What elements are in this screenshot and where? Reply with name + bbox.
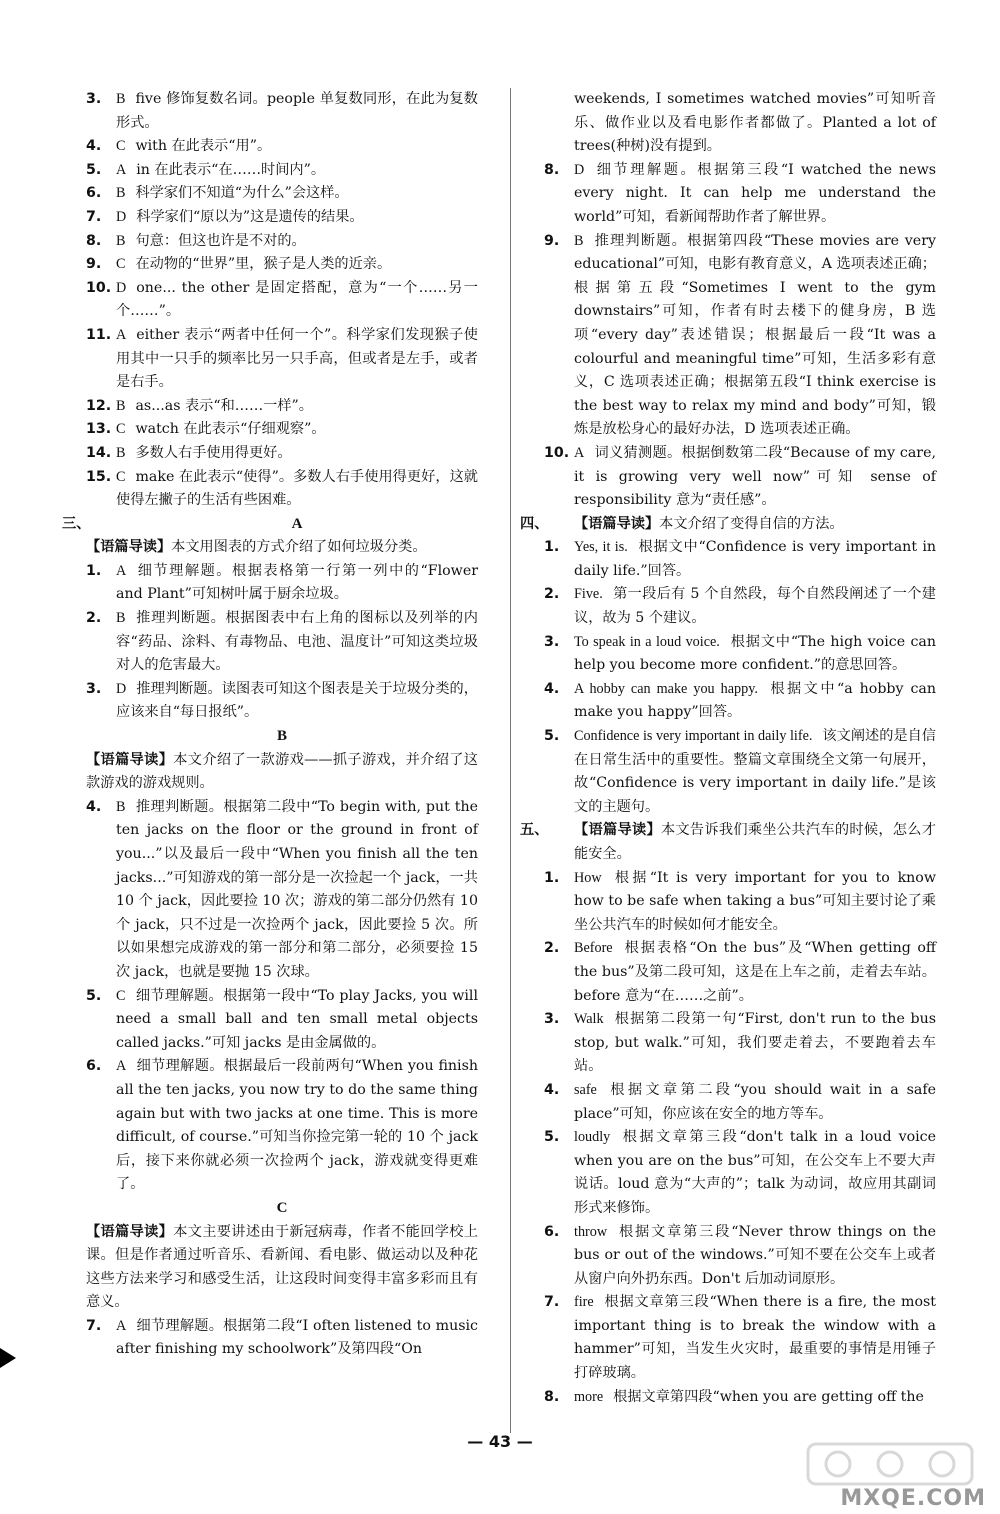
item-number: 2. [544,940,560,957]
answer-item [86,418,478,442]
answer-item [86,796,478,985]
answer-item [86,1055,478,1197]
section-number: 五、 [520,822,549,839]
guide-tag: 【语篇导读】 [86,539,172,556]
guide-tag: 【语篇导读】 [86,1223,174,1240]
answer-item [86,1315,478,1362]
item-answer: C [116,138,126,155]
item-number: 4. [86,798,102,815]
answer-item [86,607,478,678]
item-number: 6. [86,185,102,202]
item-answer: B [116,232,126,249]
item-number: 4. [86,138,102,155]
item-number: 3. [86,91,102,107]
answer-item [86,253,478,277]
item-answer: C [116,987,126,1004]
column-divider [510,88,511,1433]
answer-item [86,442,478,466]
item-explanation: 推理判断题。根据图表中右上角的图标以及列举的内容“药品、涂料、有毒物品、电池、温度计”可知这类垃圾对人的危害最大。 [116,610,478,674]
item-number: 4. [544,1081,560,1098]
item-number: 4. [544,680,560,697]
item-number: 14. [86,444,112,461]
item-explanation: 根据文中“a hobby can make you happy”回答。 [574,680,936,721]
item-number: 15. [86,468,112,485]
answer-item [544,1008,936,1079]
part-label-b: B [276,728,287,745]
continuation-text: weekends, I sometimes watched movies”可知听音乐、做作业以及看电影作者都做了。Planted a lot of trees(种树)没有提到。 [574,91,936,155]
answer-item [544,1079,936,1126]
item-number: 12. [86,397,112,414]
item-answer: C [116,421,126,438]
item-explanation: with 在此表示“用”。 [135,138,272,155]
answer-item [544,937,936,1008]
item-number: 6. [86,1058,102,1075]
item-explanation: 推理判断题。读图表可知这个图表是关于垃圾分类的，应该来自“每日报纸”。 [116,680,478,721]
item-number: 7. [544,1294,560,1311]
item-explanation: 根据文中“The high voice can help you become more confident.”的意思回答。 [574,633,937,674]
item-answer: D [574,161,585,178]
item-answer: D [116,208,127,225]
item-number: 5. [86,161,102,178]
item-explanation: 根据“It is very important for you to know how to be safe when taking a bus”可知主要讨论了乘坐公共汽车的时候如何才能安全。 [574,869,936,933]
item-answer: B [116,444,126,461]
item-number: 1. [86,562,102,579]
reading-guide [86,749,478,796]
item-explanation: 句意：但这也许是不对的。 [135,232,306,249]
item-explanation: either 表示“两者中任何一个”。科学家们发现猴子使用其中一只手的频率比另一只手高，但或者是左手，或者是右手。 [116,326,478,391]
item-number: 8. [544,161,560,178]
item-number: 2. [86,610,102,627]
item-explanation: one... the other 是固定搭配，意为“一个……另一个……”。 [116,279,478,320]
item-number: 7. [86,208,102,225]
item-number: 3. [544,633,560,650]
answer-item [86,277,478,324]
item-number: 11. [86,326,112,343]
item-explanation: 科学家们“原以为”这是遗传的结果。 [136,208,364,225]
answer-item [544,1126,936,1220]
part-c [86,1221,478,1363]
section-4 [520,513,936,537]
item-answer: Confidence is very important in daily life. [574,728,813,745]
answer-item [86,395,478,419]
item-answer: D [116,680,127,697]
item-explanation: 根据文章第三段“When there is a fire, the most important thing is to break the window with a hammer”可知，当发生火灾时，最重要的事情是用锤子打碎玻璃。 [574,1294,936,1382]
answer-item [86,159,478,183]
item-explanation: 细节理解题。根据第三段“I watched the news every night. It can help me understand the world”可知，看新闻帮助作者了解世界。 [574,161,936,225]
item-answer: A [574,444,585,461]
item-explanation: make 在此表示“使得”。多数人右手使用得更好，这就使得左撇子的生活有些困难。 [116,468,478,509]
part-b [86,749,478,1197]
item-explanation: 科学家们不知道“为什么”会这样。 [135,185,349,202]
item-explanation: 在动物的“世界”里，猴子是人类的近亲。 [135,256,392,273]
item-explanation: 词义猜测题。根据倒数第二段“Because of my care, it is growing very well now”可知 sense of responsibility 意为“责任感”。 [574,444,936,509]
item-number: 1. [544,539,560,556]
section-5 [520,819,936,866]
answer-item [86,985,478,1056]
item-explanation: 根据文章第四段“when you are getting off the [613,1388,924,1405]
left-items [86,88,478,513]
item-answer: D [116,279,127,296]
item-explanation: 细节理解题。根据表格第一行第一列中的“Flower and Plant”可知树叶属于厨余垃圾。 [116,562,478,603]
item-answer: A [116,1058,127,1075]
item-answer: How [574,869,602,886]
guide-text: 本文介绍了一款游戏——抓子游戏，并介绍了这款游戏的游戏规则。 [86,751,478,792]
item-answer: A hobby can make you happy. [574,680,758,697]
item-explanation: as...as 表示“和……一样”。 [135,397,313,414]
guide-text: 本文介绍了变得自信的方法。 [659,515,844,532]
left-column [62,88,478,1362]
item-explanation: in 在此表示“在……时间内”。 [136,161,326,178]
answer-item [86,678,478,725]
answer-item [544,583,936,630]
item-explanation: 根据文章第三段“don't talk in a loud voice when you are on the bus”可知，在公交车上不要大声说话。loud 意为“大声的”；talk 为动词，故应用其副词形式来修饰。 [574,1129,936,1216]
item-answer: more [574,1388,604,1405]
item-answer: B [116,798,126,815]
part-label-a: A [291,515,303,532]
item-answer: A [116,562,127,579]
guide-tag: 【语篇导读】 [86,751,174,768]
answer-item [86,466,478,513]
item-explanation: 根据文章第二段“you should wait in a safe place”可知，你应该在安全的地方等车。 [574,1081,936,1122]
answer-item [86,230,478,254]
item-answer: C [116,256,126,273]
item-answer: B [116,610,126,627]
answer-item [544,725,936,819]
watermark-text: MXQE.COM [840,1486,986,1511]
answer-item [86,182,478,206]
item-explanation: 细节理解题。根据第二段“I often listened to music after finishing my schoolwork”及第四段“On [116,1317,478,1358]
item-answer: Five. [574,586,603,603]
item-number: 3. [86,680,102,697]
answer-item [86,88,478,135]
guide-text: 本文用图表的方式介绍了如何垃圾分类。 [171,539,427,556]
item-number: 5. [544,1129,560,1146]
answer-item [544,536,936,583]
answer-item [544,159,936,230]
guide-text: 本文告诉我们乘坐公共汽车的时候，怎么才能安全。 [574,822,936,862]
item-number: 5. [544,728,560,745]
answer-item [544,442,936,513]
continued-text [544,88,936,159]
item-answer: B [574,232,584,249]
item-number: 5. [86,987,102,1004]
section-3 [62,513,478,537]
item-answer: throw [574,1223,608,1240]
reading-guide [86,1221,478,1315]
item-number: 7. [86,1317,102,1334]
item-explanation: 推理判断题。根据第二段中“To begin with, put the ten jacks on the floor or the ground in front of you...”以及最后一段中“When you finish all the ten jacks...”可知游戏的第一部分是一次捡起一个 jack，一共 10 个 jack，因此要捡 10 次；游戏的第二部分仍然有 10 个 jack，只不过是一次捡两个 jack，因此要捡 5 次。所以如果想完成游戏的第一部分和第二部分，必须要捡 15 次 jack，也就是要抛 15 次球。 [116,798,478,980]
item-explanation: 该文阐述的是自信在日常生活中的重要性。整篇文章围绕全文第一句展开，故“Confidence is very important in daily life.”是该文的主题句。 [574,728,936,815]
answer-item [86,135,478,159]
item-answer: A [116,1317,127,1334]
item-explanation: 根据表格“On the bus”及“When getting off the bus”及第二段可知，这是在上车之前，走着去车站。before 意为“在……之前”。 [574,940,936,1004]
answer-item [544,631,936,678]
answer-item [544,1291,936,1385]
right-column [520,88,937,1409]
section-number: 四、 [520,515,549,532]
item-number: 8. [86,232,102,249]
item-answer: A [116,161,127,178]
answer-item [544,867,936,938]
item-explanation: watch 在此表示“仔细观察”。 [135,421,326,438]
answer-item [86,560,478,607]
item-answer: B [116,397,126,414]
item-answer: A [116,326,127,343]
item-explanation: 推理判断题。根据第四段“These movies are very educational”可知，电影有教育意义，A 选项表述正确；根据第五段“Sometimes I went to the gym downstairs”可知，作者有时去楼下的健身房，B 选项“every day”表述错误；根据最后一段“It was a colourful and meaningful time”可知，生活多彩有意义，C 选项表述正确；根据第五段“I think exercise is the best way to relax my mind and body”可知，锻炼是放松身心的最好办法，D 选项表述正确。 [574,232,936,438]
item-number: 3. [544,1011,560,1028]
guide-tag: 【语篇导读】 [574,515,660,532]
guide-tag: 【语篇导读】 [574,822,661,839]
item-answer: Yes, it is. [574,539,628,556]
item-number: 9. [86,256,102,273]
item-answer: Before [574,940,613,957]
item-answer: B [116,185,126,202]
item-number: 1. [544,869,560,886]
item-explanation: 根据第二段第一句“First, don't run to the bus stop, but walk.”可知，我们要走着去，不要跑着去车站。 [574,1011,936,1075]
item-number: 10. [544,444,570,461]
item-answer: loudly [574,1129,611,1146]
item-answer: C [116,468,126,485]
item-number: 2. [544,586,560,603]
reading-guide [86,536,478,560]
answer-item [544,1221,936,1292]
item-answer: safe [574,1081,597,1098]
item-number: 9. [544,232,560,249]
answer-item [544,230,936,442]
item-number: 13. [86,421,112,438]
answer-item [86,206,478,230]
answer-item [544,678,936,725]
item-explanation: 根据文中“Confidence is very important in daily life.”回答。 [574,539,936,579]
item-number: 8. [544,1388,560,1405]
item-number: 10. [86,279,112,296]
answer-item [86,324,478,395]
guide-text: 本文主要讲述由于新冠病毒，作者不能回学校上课。但是作者通过听音乐、看新闻、看电影、做运动以及种花这些方法来学习和感受生活，让这段时间变得丰富多彩而且有意义。 [86,1223,478,1311]
item-answer: fire [574,1294,594,1311]
item-explanation: five 修饰复数名词。people 单复数同形，在此为复数形式。 [116,91,478,131]
item-explanation: 细节理解题。根据第一段中“To play Jacks, you will need a small ball and ten small metal objects called jacks.”可知 jacks 是由金属做的。 [116,987,478,1051]
item-number: 6. [544,1223,560,1240]
item-explanation: 多数人右手使用得更好。 [135,444,292,461]
item-answer: To speak in a loud voice. [574,633,720,650]
section-number: 三、 [62,515,91,532]
page-marker-triangle-icon [0,1348,16,1368]
item-explanation: 根据文章第三段“Never throw things on the bus or out of the windows.”可知不要在公交车上或者从窗户向外扔东西。Don't 后加动词原形。 [574,1223,936,1287]
item-answer: B [116,91,126,107]
answer-item [544,1386,936,1410]
part-label-c: C [276,1199,288,1216]
item-explanation: 细节理解题。根据最后一段前两句“When you finish all the ten jacks, you now try to do the same thing again but with two jacks at one time. This is more difficult, of course.”可知当你捡完第一轮的 10 个 jack 后，接下来你就必须一次捡两个 jack，游戏就变得更难了。 [116,1058,478,1193]
part-a [86,536,478,725]
page-number: — 43 — [467,1432,533,1451]
item-explanation: 第一段后有 5 个自然段，每个自然段阐述了一个建议，故为 5 个建议。 [574,586,936,627]
item-answer: Walk [574,1011,604,1028]
